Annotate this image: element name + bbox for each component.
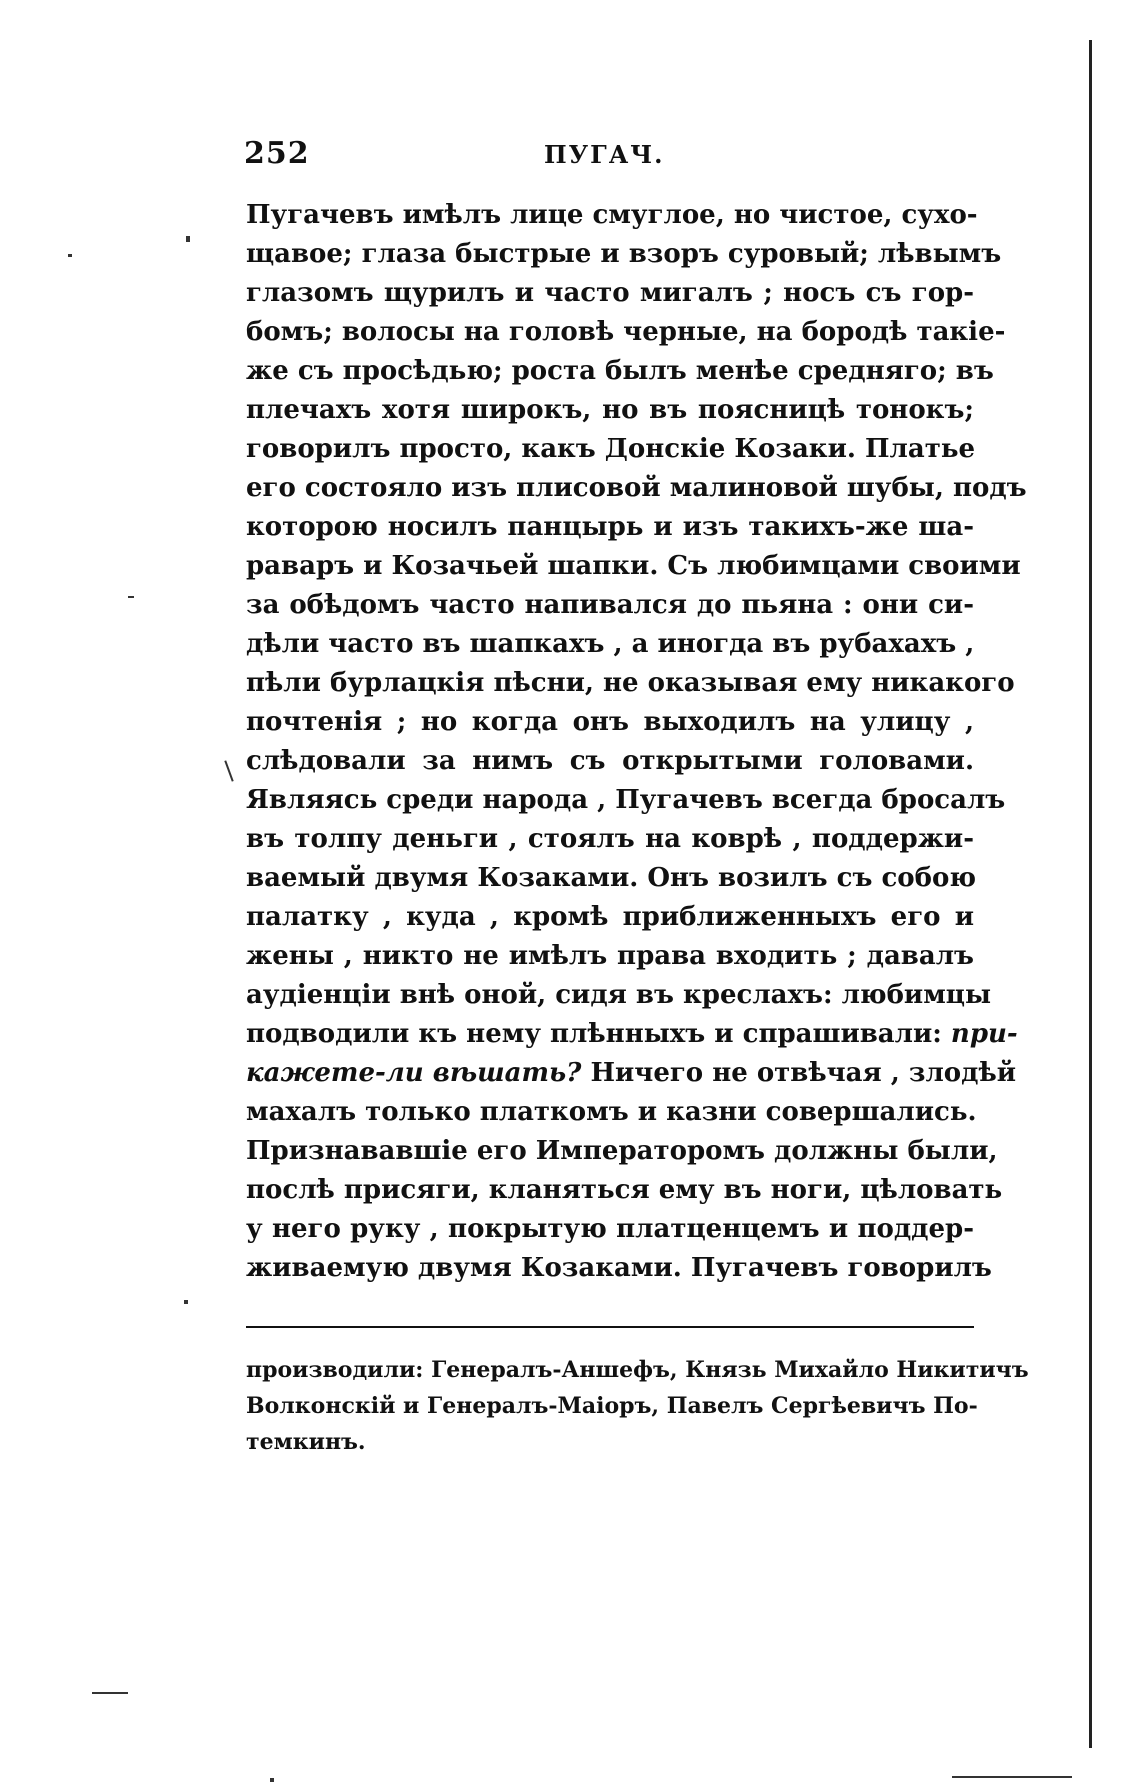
text-line: плечахъ хотя широкъ, но въ поясницѣ тонокъ; <box>246 395 974 425</box>
margin-speck <box>184 1300 188 1304</box>
margin-speck <box>270 1778 274 1782</box>
margin-speck <box>68 254 72 257</box>
running-title: ПУГАЧ. <box>544 140 665 169</box>
text-line: раваръ и Козачьей шапки. Съ любимцами своими <box>246 551 1021 581</box>
page-number: 252 <box>244 136 310 171</box>
italic-segment: при- <box>950 1019 1018 1049</box>
body-text <box>246 196 1027 1288</box>
text-line: Пугачевъ имѣлъ лице смуглое, но чистое, сухо- <box>246 200 978 230</box>
text-segment: Ничего не отвѣчая , злодѣй <box>590 1058 1017 1088</box>
text-line: же съ просѣдью; роста былъ менѣе средняго; въ <box>246 356 994 386</box>
page-edge-line <box>1089 40 1092 1748</box>
margin-speck <box>186 236 190 242</box>
text-line: глазомъ щурилъ и часто мигалъ ; носъ съ гор- <box>246 278 974 308</box>
footnote-line: производили: Генералъ-Аншефъ, Князь Михайло Никитичъ <box>246 1357 1029 1383</box>
italic-segment: кажете-ли вѣшать? <box>246 1058 582 1088</box>
text-line: пѣли бурлацкiя пѣсни, не оказывая ему никакого <box>246 668 1015 698</box>
margin-speck <box>92 1692 128 1694</box>
text-line: палатку , куда , кромѣ приближенныхъ его и <box>246 902 974 932</box>
text-line: почтенiя ; но когда онъ выходилъ на улицу , <box>246 707 974 737</box>
text-line: говорилъ просто, какъ Донскiе Козаки. Платье <box>246 434 976 464</box>
margin-speck <box>224 760 233 781</box>
footnote-line: темкинъ. <box>246 1429 366 1455</box>
text-line: въ толпу деньги , стоялъ на коврѣ , поддержи- <box>246 824 974 854</box>
margin-speck <box>952 1776 1072 1778</box>
footnote-divider <box>246 1326 974 1328</box>
footnote-line: Волконскiй и Генералъ-Маiоръ, Павелъ Сергѣевичъ По- <box>246 1393 978 1419</box>
margin-speck <box>128 596 134 598</box>
text-line: его состояло изъ плисовой малиновой шубы, подъ <box>246 473 1027 503</box>
text-line: Являясь среди народа , Пугачевъ всегда бросалъ <box>246 785 1006 815</box>
text-line: бомъ; волосы на головѣ черные, на бородѣ такiе- <box>246 317 1006 347</box>
page-header <box>244 136 984 176</box>
text-line: аудiенцiи внѣ оной, сидя въ креслахъ: любимцы <box>246 980 992 1010</box>
text-line: послѣ присяги, кланяться ему въ ноги, цѣловать <box>246 1175 1003 1205</box>
text-line: живаемую двумя Козаками. Пугачевъ говорилъ <box>246 1253 992 1283</box>
text-line: которою носилъ панцырь и изъ такихъ-же ша- <box>246 512 974 542</box>
text-line: Признававшiе его Императоромъ должны были, <box>246 1136 998 1166</box>
text-line: дѣли часто въ шапкахъ , а иногда въ рубахахъ , <box>246 629 975 659</box>
text-segment: подводили къ нему плѣнныхъ и спрашивали: <box>246 1019 942 1049</box>
text-line: жены , никто не имѣлъ права входить ; давалъ <box>246 941 974 971</box>
text-line: слѣдовали за нимъ съ открытыми головами. <box>246 746 974 776</box>
text-line: щавое; глаза быстрые и взоръ суровый; лѣвымъ <box>246 239 1002 269</box>
text-line-with-italic <box>246 1054 1017 1093</box>
footnote <box>246 1352 1029 1460</box>
text-line-with-italic <box>246 1015 1018 1054</box>
text-line: у него руку , покрытую платценцемъ и поддер- <box>246 1214 974 1244</box>
text-line: ваемый двумя Козаками. Онъ возилъ съ собою <box>246 863 976 893</box>
text-line: махалъ только платкомъ и казни совершались. <box>246 1097 977 1127</box>
text-line: за обѣдомъ часто напивался до пьяна : они си- <box>246 590 974 620</box>
